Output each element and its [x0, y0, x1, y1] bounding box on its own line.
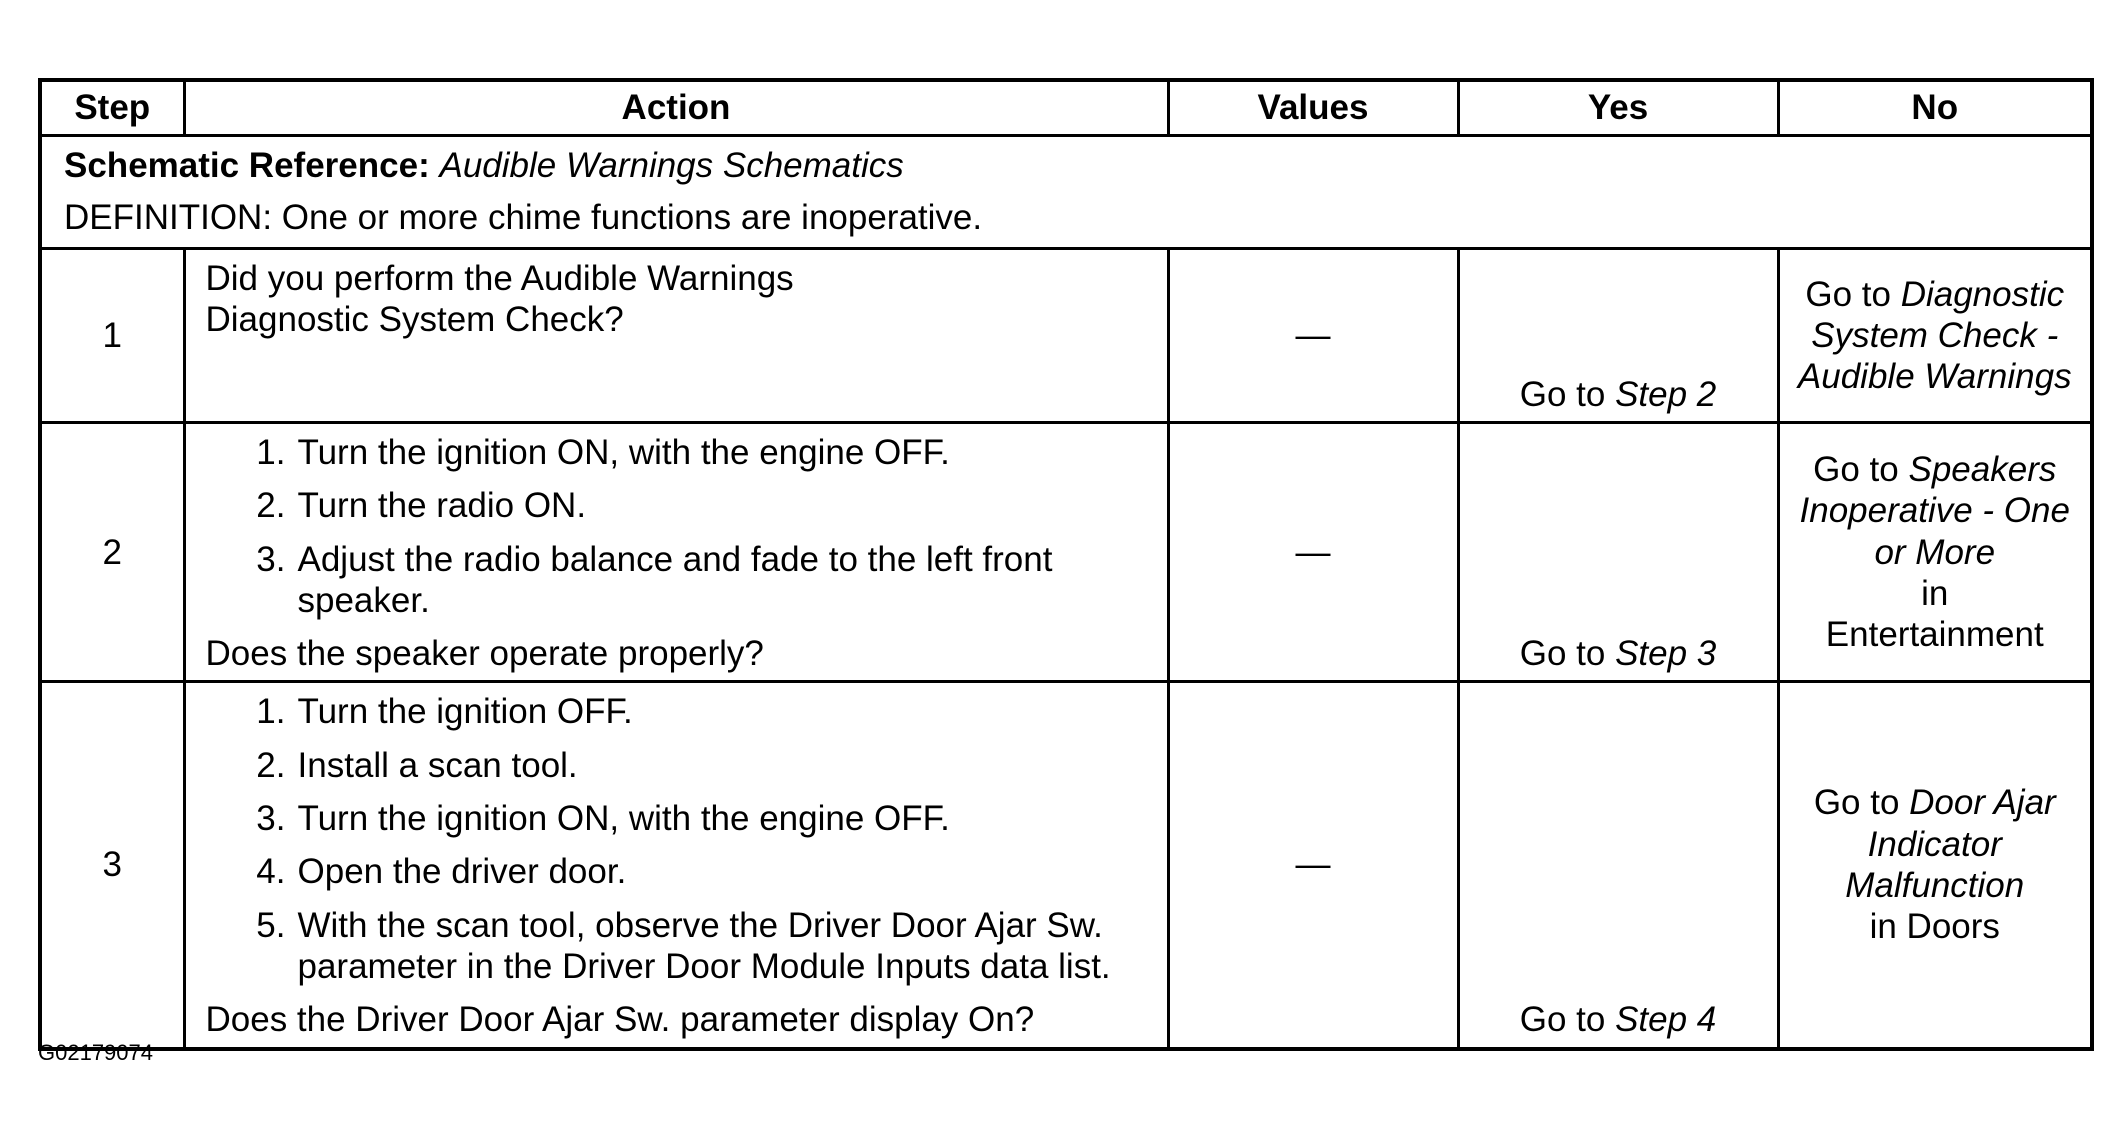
- yes-link[interactable]: Step 2: [1615, 374, 1717, 414]
- no-prefix: Go to: [1813, 450, 1899, 489]
- yes-link[interactable]: Step 4: [1615, 1000, 1717, 1040]
- yes-link[interactable]: Step 3: [1615, 634, 1717, 674]
- action-cell: [184, 423, 1168, 682]
- no-cell: [1778, 249, 2092, 423]
- header-yes: Yes: [1458, 80, 1778, 136]
- no-suffix-section: Entertainment: [1825, 615, 2044, 655]
- no-link[interactable]: Door Ajar Indicator Malfunction: [1845, 783, 2056, 906]
- header-values: Values: [1168, 80, 1458, 136]
- no-link[interactable]: Diagnostic System Check - Audible Warnings: [1797, 274, 2072, 397]
- step-row-2: [40, 423, 2092, 682]
- no-prefix: Go to: [1805, 274, 1891, 314]
- action-cell: [184, 249, 1168, 423]
- list-item: 3. Adjust the radio balance and fade to the left front speaker.: [256, 539, 1053, 620]
- list-item: 3. Turn the ignition ON, with the engine OFF.: [256, 799, 950, 839]
- action-question: Does the speaker operate properly?: [205, 634, 764, 674]
- list-item: 2. Turn the radio ON.: [256, 486, 587, 526]
- no-suffix: in Doors: [1869, 907, 2000, 947]
- step-row-1: [40, 249, 2092, 423]
- yes-cell: [1458, 682, 1778, 1049]
- list-item: 1. Turn the ignition OFF.: [256, 692, 633, 732]
- action-list: [206, 691, 1157, 987]
- no-cell: [1778, 423, 2092, 682]
- header-step: Step: [40, 80, 184, 136]
- list-item: 5. With the scan tool, observe the Driver Door Ajar Sw. parameter in the Driver Door Module Inputs data list.: [256, 905, 1111, 986]
- value-cell: —: [1168, 249, 1458, 423]
- yes-cell: [1458, 249, 1778, 423]
- no-suffix: in: [1921, 573, 1949, 613]
- step-number: 2: [40, 423, 184, 682]
- diagnostic-table-container: [38, 78, 2090, 1051]
- schematic-link[interactable]: Audible Warnings Schematics: [439, 146, 904, 185]
- header-row: [40, 80, 2092, 136]
- action-question: Does the Driver Door Ajar Sw. parameter display On?: [205, 1000, 1035, 1040]
- header-no: No: [1778, 80, 2092, 136]
- yes-prefix: Go to: [1519, 374, 1606, 414]
- action-list: [206, 432, 1157, 621]
- step-number: 1: [40, 249, 184, 423]
- yes-prefix: Go to: [1519, 1000, 1606, 1040]
- figure-id: G02179074: [38, 1040, 153, 1065]
- action-cell: [184, 682, 1168, 1049]
- diagnostic-table: [38, 78, 2094, 1051]
- schematic-reference: [40, 136, 2092, 196]
- step-row-3: [40, 682, 2092, 1049]
- action-question: Did you perform the Audible Warnings Diagnostic System Check?: [205, 259, 794, 340]
- schematic-row: [40, 136, 2092, 196]
- header-action: Action: [184, 80, 1168, 136]
- definition-text: DEFINITION: One or more chime functions are inoperative.: [40, 195, 2092, 249]
- yes-cell: [1458, 423, 1778, 682]
- list-item: 1. Turn the ignition ON, with the engine OFF.: [256, 433, 950, 472]
- no-link[interactable]: Speakers Inoperative - One or More: [1799, 450, 2070, 572]
- yes-prefix: Go to: [1519, 634, 1606, 674]
- no-prefix: Go to: [1813, 783, 1900, 823]
- value-cell: —: [1168, 423, 1458, 682]
- schematic-label: Schematic Reference:: [64, 146, 430, 185]
- list-item: 4. Open the driver door.: [256, 852, 627, 892]
- value-cell: —: [1168, 682, 1458, 1049]
- no-cell: [1778, 682, 2092, 1049]
- definition-row: [40, 195, 2092, 249]
- step-number: 3: [40, 682, 184, 1049]
- list-item: 2. Install a scan tool.: [256, 745, 578, 785]
